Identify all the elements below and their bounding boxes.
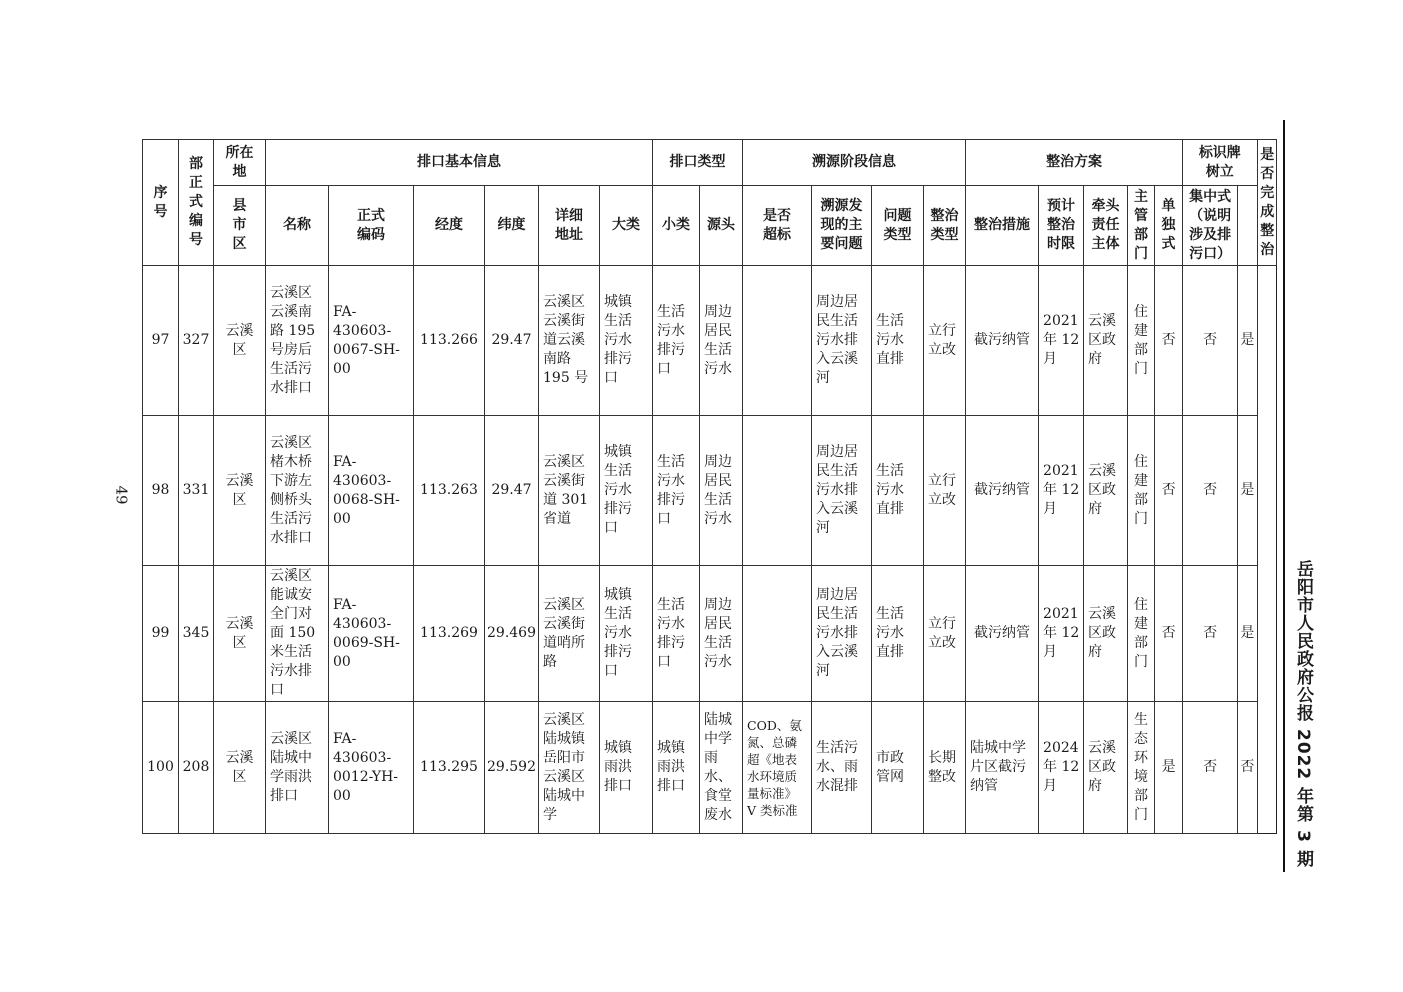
cell-exceed bbox=[743, 566, 812, 702]
cell-sign-central: 否 bbox=[1183, 266, 1238, 416]
running-header: 岳阳市人民政府公报 2022 年第 3 期 bbox=[1293, 560, 1313, 868]
cell-latitude: 29.469 bbox=[485, 566, 539, 702]
header-sign-central: 集中式 （说明 涉及排 污口） bbox=[1183, 186, 1238, 266]
header-lead: 牵头 责任 主体 bbox=[1084, 186, 1128, 266]
cell-code: FA-430603- 0069-SH-00 bbox=[329, 566, 414, 702]
cell-longitude: 113.263 bbox=[414, 416, 485, 566]
header-major: 大类 bbox=[600, 186, 653, 266]
cell-source: 周边 居民 生活 污水 bbox=[700, 566, 743, 702]
cell-dept-code: 345 bbox=[179, 566, 214, 702]
cell-name: 云溪区 能诚安 全门对 面 150 米生活 污水排 口 bbox=[266, 566, 329, 702]
cell-longitude: 113.266 bbox=[414, 266, 485, 416]
cell-dept: 住建部门 bbox=[1128, 266, 1155, 416]
cell-fix-type: 立行 立改 bbox=[924, 266, 966, 416]
cell-issue-type: 生活 污水 直排 bbox=[872, 266, 924, 416]
cell-major: 城镇 生活 污水 排污 口 bbox=[600, 566, 653, 702]
cell-longitude: 113.269 bbox=[414, 566, 485, 702]
cell-lead: 云溪 区政 府 bbox=[1084, 416, 1128, 566]
header-source: 源头 bbox=[700, 186, 743, 266]
cell-measure: 截污纳管 bbox=[966, 416, 1039, 566]
cell-measure: 陆城中学 片区截污 纳管 bbox=[966, 702, 1039, 834]
header-location-group: 所在地 bbox=[214, 140, 266, 186]
cell-done: 是 bbox=[1238, 566, 1257, 702]
cell-deadline: 2021 年 12 月 bbox=[1039, 566, 1084, 702]
header-measure: 整治措施 bbox=[966, 186, 1039, 266]
cell-fix-type: 立行 立改 bbox=[924, 416, 966, 566]
cell-address: 云溪区 云溪街 道云溪 南路 195 号 bbox=[539, 266, 600, 416]
cell-major: 城镇 生活 污水 排污 口 bbox=[600, 266, 653, 416]
cell-seq: 98 bbox=[143, 416, 179, 566]
table-row bbox=[143, 702, 1277, 834]
outfall-table bbox=[142, 139, 1277, 834]
cell-latitude: 29.592 bbox=[485, 702, 539, 834]
header-fix-type: 整治 类型 bbox=[924, 186, 966, 266]
cell-exceed bbox=[743, 266, 812, 416]
header-dept-code: 部正式编号 bbox=[179, 140, 214, 266]
cell-minor: 生活 污水 排污 口 bbox=[653, 416, 700, 566]
cell-name: 云溪区 楮木桥 下游左 侧桥头 生活污 水排口 bbox=[266, 416, 329, 566]
cell-county: 云溪 区 bbox=[214, 566, 266, 702]
cell-issue: 周边居 民生活 污水排 入云溪 河 bbox=[812, 416, 872, 566]
header-minor: 小类 bbox=[653, 186, 700, 266]
header-latitude: 纬度 bbox=[485, 186, 539, 266]
cell-code: FA-430603- 0067-SH-00 bbox=[329, 266, 414, 416]
cell-issue: 周边居 民生活 污水排 入云溪 河 bbox=[812, 566, 872, 702]
cell-fix-type: 立行 立改 bbox=[924, 566, 966, 702]
cell-exceed: COD、氨 氮、总磷 超《地表 水环境质 量标准》 V 类标准 bbox=[743, 702, 812, 834]
cell-done: 是 bbox=[1238, 266, 1257, 416]
table-row bbox=[143, 566, 1277, 702]
header-issue: 溯源发 现的主 要问题 bbox=[812, 186, 872, 266]
header-trace-group: 溯源阶段信息 bbox=[743, 140, 966, 186]
cell-dept-code: 331 bbox=[179, 416, 214, 566]
header-address: 详细 地址 bbox=[539, 186, 600, 266]
cell-sign-central: 否 bbox=[1183, 566, 1238, 702]
cell-sign-central: 否 bbox=[1183, 416, 1238, 566]
header-type-group: 排口类型 bbox=[653, 140, 743, 186]
cell-major: 城镇 生活 污水 排污 口 bbox=[600, 416, 653, 566]
cell-latitude: 29.47 bbox=[485, 266, 539, 416]
cell-measure: 截污纳管 bbox=[966, 266, 1039, 416]
cell-address: 云溪区 陆城镇 岳阳市 云溪区 陆城中 学 bbox=[539, 702, 600, 834]
cell-issue-type: 市政 管网 bbox=[872, 702, 924, 834]
cell-latitude: 29.47 bbox=[485, 416, 539, 566]
cell-address: 云溪区 云溪街 道哨所 路 bbox=[539, 566, 600, 702]
cell-exceed bbox=[743, 416, 812, 566]
table-row bbox=[143, 266, 1277, 416]
cell-sign-single: 否 bbox=[1155, 416, 1183, 566]
cell-issue: 周边居 民生活 污水排 入云溪 河 bbox=[812, 266, 872, 416]
cell-issue-type: 生活 污水 直排 bbox=[872, 416, 924, 566]
cell-sign-single: 否 bbox=[1155, 266, 1183, 416]
cell-sign-central: 否 bbox=[1183, 702, 1238, 834]
cell-county: 云溪 区 bbox=[214, 702, 266, 834]
header-rule bbox=[1283, 120, 1285, 872]
cell-lead: 云溪 区政 府 bbox=[1084, 266, 1128, 416]
header-formal-code: 正式 编码 bbox=[329, 186, 414, 266]
cell-issue-type: 生活 污水 直排 bbox=[872, 566, 924, 702]
cell-source: 周边 居民 生活 污水 bbox=[700, 266, 743, 416]
cell-seq: 100 bbox=[143, 702, 179, 834]
header-done: 是否完成整治 bbox=[1257, 140, 1276, 266]
cell-major: 城镇 雨洪 排口 bbox=[600, 702, 653, 834]
page-number: 49 bbox=[112, 485, 131, 505]
header-exceed: 是否 超标 bbox=[743, 186, 812, 266]
cell-code: FA-430603- 0012-YH-00 bbox=[329, 702, 414, 834]
cell-issue: 生活污 水、雨 水混排 bbox=[812, 702, 872, 834]
cell-longitude: 113.295 bbox=[414, 702, 485, 834]
cell-measure: 截污纳管 bbox=[966, 566, 1039, 702]
table-row bbox=[143, 416, 1277, 566]
header-basic-group: 排口基本信息 bbox=[266, 140, 653, 186]
header-sign-group: 标识牌 树立 bbox=[1183, 140, 1257, 186]
cell-done: 否 bbox=[1238, 702, 1257, 834]
cell-fix-type: 长期 整改 bbox=[924, 702, 966, 834]
cell-name: 云溪区 云溪南 路 195 号房后 生活污 水排口 bbox=[266, 266, 329, 416]
header-sign-single: 单独式 bbox=[1155, 186, 1183, 266]
header-dept: 主管部门 bbox=[1128, 186, 1155, 266]
cell-county: 云溪 区 bbox=[214, 416, 266, 566]
cell-dept: 住建部门 bbox=[1128, 566, 1155, 702]
cell-minor: 生活 污水 排污 口 bbox=[653, 266, 700, 416]
cell-name: 云溪区 陆城中 学雨洪 排口 bbox=[266, 702, 329, 834]
cell-done: 是 bbox=[1238, 416, 1257, 566]
cell-dept: 生态环境部门 bbox=[1128, 702, 1155, 834]
header-issue-type: 问题 类型 bbox=[872, 186, 924, 266]
cell-dept: 住建部门 bbox=[1128, 416, 1155, 566]
cell-deadline: 2024 年 12 月 bbox=[1039, 702, 1084, 834]
cell-dept-code: 208 bbox=[179, 702, 214, 834]
header-plan-group: 整治方案 bbox=[966, 140, 1183, 186]
cell-sign-single: 是 bbox=[1155, 702, 1183, 834]
cell-address: 云溪区 云溪街 道 301 省道 bbox=[539, 416, 600, 566]
header-deadline: 预计 整治 时限 bbox=[1039, 186, 1084, 266]
cell-lead: 云溪 区政 府 bbox=[1084, 566, 1128, 702]
header-longitude: 经度 bbox=[414, 186, 485, 266]
cell-deadline: 2021 年 12 月 bbox=[1039, 416, 1084, 566]
cell-source: 陆城 中学 雨 水、 食堂 废水 bbox=[700, 702, 743, 834]
cell-sign-single: 否 bbox=[1155, 566, 1183, 702]
cell-deadline: 2021 年 12 月 bbox=[1039, 266, 1084, 416]
cell-code: FA-430603- 0068-SH-00 bbox=[329, 416, 414, 566]
cell-seq: 97 bbox=[143, 266, 179, 416]
cell-dept-code: 327 bbox=[179, 266, 214, 416]
header-name: 名称 bbox=[266, 186, 329, 266]
cell-minor: 生活 污水 排污 口 bbox=[653, 566, 700, 702]
cell-minor: 城镇 雨洪 排口 bbox=[653, 702, 700, 834]
header-county: 县市区 bbox=[214, 186, 266, 266]
cell-seq: 99 bbox=[143, 566, 179, 702]
cell-lead: 云溪 区政 府 bbox=[1084, 702, 1128, 834]
cell-county: 云溪 区 bbox=[214, 266, 266, 416]
header-seq: 序号 bbox=[143, 140, 179, 266]
cell-source: 周边 居民 生活 污水 bbox=[700, 416, 743, 566]
